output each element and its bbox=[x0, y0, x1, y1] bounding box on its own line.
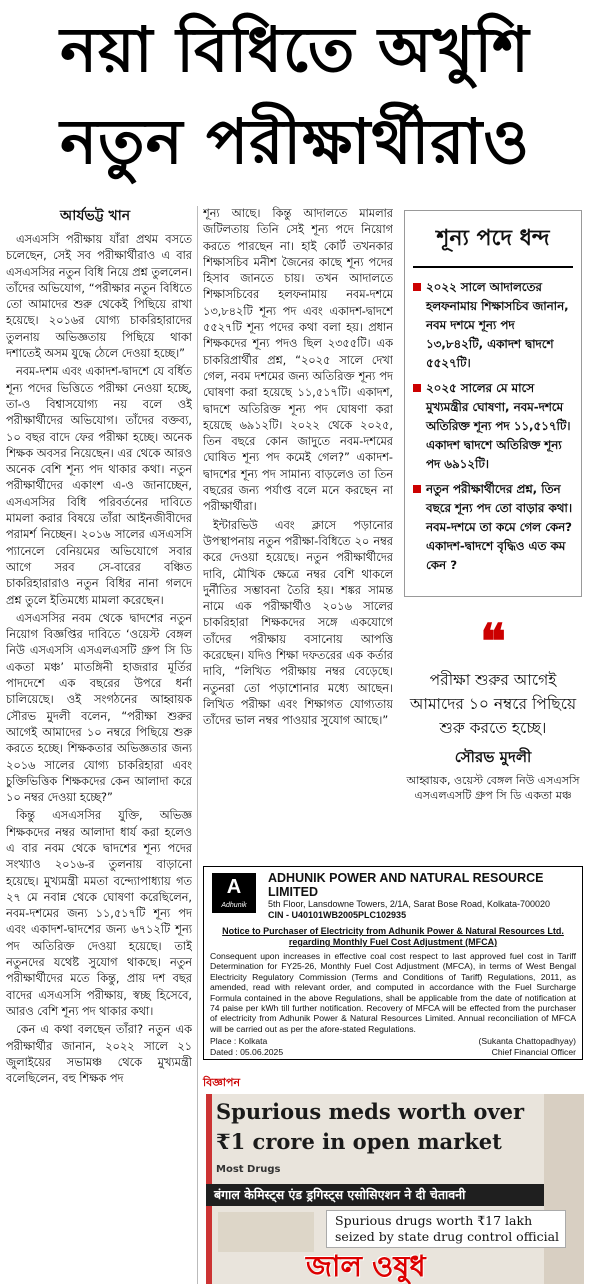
paragraph: এসএসসির নবম থেকে দ্বাদশের নতুন নিয়োগ বিজ্ঞপ্তির দাবিতে ‘ওয়েস্ট বেঙ্গল নিউ এসএসসি এসএলএসটি গ্রুপ সি ডি একতা মঞ্চ’ মাতঙ্গিনী হাজরার মূর্তির পাদদেশে এক বছরের উপরে ধর্না চালিয়েছে। ওই সংগঠনের আহ্বায়ক সৌরভ মুদলী বলেন, “পরীক্ষা শুরুর আগেই আমাদের ১০ নম্বরে পিছিয়ে শুরু করতে হচ্ছে। শিক্ষকতার অভিজ্ঞতার জন্য ২০১৬ সালের যোগ্য চাকরিহারা এবং চুক্তিভিত্তিক শিক্ষকদের কেন আলাদা করে ১০ নম্বর দেওয়া হচ্ছে?” bbox=[6, 611, 192, 805]
paragraph: এসএসসি পরীক্ষায় যাঁরা প্রথম বসতে চলেছেন, সেই সব পরীক্ষার্থীরাও এ বার এসএসসির নতুন বিধি নিয়ে প্রশ্ন তুললেন। তাঁদের অভিযোগ, “পরীক্ষার নতুন বিধিতে তো আমাদের শুরু থেকেই পিছিয়ে রাখা হয়েছে। ২০১৬র যোগ্য চাকরিহারাদের তুলনায় অভিজ্ঞতায় পিছিয়ে থাকা দশাতেই অসম যুদ্ধে ঠেলে দেওয়া হচ্ছে।” bbox=[6, 233, 192, 361]
ad-cin: CIN - U40101WB2005PLC102935 bbox=[268, 910, 407, 920]
ad-body: Consequent upon increases in effective coal cost respect to last approved fuel cost in Tariff Determination for FY25-26, Monthly Fuel Cost Adjustment (MFCA), in terms of West Bengal Electricity Regulatory Commission (Terms and Conditions of Tariff) Regulations, 2011, as amended, read with relevant order, and computed in accordance with the Fuel Surcharge Formula contained in the above Regulations, shall be applicable from the date of notification at 74 paise per kWh till further notification. Recovery of MFCA will be effected from the purchaser of electricity from Adhunik Power & Natural Resources Limited. Annual reconciliation of MFCA will be carried out as per the afore-stated Regulations. bbox=[210, 951, 576, 1034]
ad-notice-title: Notice to Purchaser of Electricity from Adhunik Power & Natural Resources Ltd. regarding Monthly Fuel Cost Adjustment (MFCA) bbox=[222, 926, 564, 947]
photo-box-line-1: Spurious drugs worth ₹17 lakh bbox=[335, 1213, 533, 1228]
quote-text: পরীক্ষা শুরুর আগেই আমাদের ১০ নম্বরে পিছিয়ে শুরু করতে হচ্ছে। bbox=[409, 671, 577, 737]
sidebar-item-text: ২০২২ সালে আদালতের হলফনামায় শিক্ষাসচিব জানান, নবম দশমে শূন্য পদ ১৩,৮৪২টি, একাদশ দ্বাদশে ৫৫২৭টি। bbox=[426, 280, 569, 370]
sidebar-item bbox=[413, 379, 573, 474]
quote-name: সৌরভ মুদলী bbox=[454, 748, 532, 766]
advertisement-notice bbox=[203, 866, 583, 1060]
paragraph: নবম-দশম এবং একাদশ-দ্বাদশে যে বর্ধিত শূন্য পদের ভিত্তিতে পরীক্ষা নেওয়া হচ্ছে, তা-ও বিশ্বাসযোগ্য নয় বলে ওই পরীক্ষার্থীদের অভিযোগ। তাঁদের বক্তব্য, ১০ বছর বাদে ফের পরীক্ষা হচ্ছে। অনেক শিক্ষক অবসর নিয়েছেন। এর থেকে আরও অনেক বেশি শূন্য পদ থাকার কথা। নতুন পরীক্ষার্থীদের একাংশ এ-ও জানাচ্ছেন, এসএসসির বিধি পরিবর্তনের দাবিতে মামলা করার বিষয়ে তাঁরা আইনজীবীদের পরামর্শ নিচ্ছেন। ২০১৬ সালের এসএসসি প্যানেলে বেনিয়মের অভিযোগে সবার আগে সরব সে-বারের বঞ্চিত চাকরিহারারাও নতুন বিধির নানা গলদে প্রশ্ন তুলে ইতিমধ্যে মামলা করেছেন। bbox=[6, 365, 192, 607]
sidebar-item-text: নতুন পরীক্ষার্থীদের প্রশ্ন, তিন বছরে শূন্য পদ তো বাড়ার কথা। নবম-দশমে তা কমে গেল কেন? একাদশ-দ্বাদশে বৃদ্ধিও এত কম কেন ? bbox=[426, 482, 573, 572]
pull-quote bbox=[404, 614, 582, 803]
ad-place: Place : Kolkata bbox=[210, 1036, 268, 1047]
byline: আর্যভট্ট খান bbox=[60, 208, 131, 224]
sidebar-box bbox=[404, 210, 582, 597]
photo-clipping-box bbox=[326, 1210, 566, 1248]
ad-address: 5th Floor, Lansdowne Towers, 2/1A, Sarat Bose Road, Kolkata-700020 bbox=[268, 899, 551, 909]
sidebar-item bbox=[413, 480, 573, 575]
photo-box-line-2: seized by state drug control official bbox=[335, 1229, 560, 1244]
quote-role: আহ্বায়ক, ওয়েস্ট বেঙ্গল নিউ এসএসসি এসএলএসটি গ্রুপ সি ডি একতা মঞ্চ bbox=[406, 774, 580, 802]
paragraph: কিন্তু এসএসসির যুক্তি, অভিজ্ঞ শিক্ষকদের নম্বর আলাদা ধার্য করা হলেও এ বার নবম থেকে দ্বাদশের শূন্য পদের সংখ্যাও ২০১৬-র তুলনায় বাড়ানো হয়েছে। মুখ্যমন্ত্রী মমতা বন্দ্যোপাধ্যায় গত ২৭ মে নবান্ন থেকে ঘোষণা করেছিলেন, নবম-দশমের জন্য ১১,৫১৭টি শূন্য পদ এবং একাদশ-দ্বাদশের জন্য ৬৭১২টি শূন্য পদ অতিরিক্ত দেওয়া হয়েছে। তাই নতুনদের যথেষ্ট সুযোগ থাকছে। নতুন পরীক্ষার্থীদের মতে কিন্তু, প্রায় দশ বছর বাদের এসএসসি পরীক্ষায়, স্বচ্ছ হিসেবে, আরও বেশি শূন্য পদ থাকার কথা। bbox=[6, 809, 192, 1018]
news-photo bbox=[206, 1094, 584, 1284]
photo-small-text: Most Drugs bbox=[216, 1164, 281, 1175]
photo-big-caption: জাল ওষুধ bbox=[306, 1249, 426, 1283]
photo-edge-right bbox=[544, 1094, 584, 1284]
square-bullet-icon bbox=[413, 384, 421, 392]
advert-label: বিজ্ঞাপন bbox=[203, 1076, 241, 1089]
quote-mark-icon: ❝ bbox=[480, 614, 506, 670]
ad-date: Dated : 05.06.2025 bbox=[210, 1046, 284, 1057]
photo-headline-2: ₹1 crore in open market bbox=[216, 1129, 502, 1154]
ad-signatory: (Sukanta Chattopadhyay) bbox=[478, 1036, 576, 1047]
logo-name: Adhunik bbox=[221, 902, 247, 909]
headline-line1: নয়া বিধিতে অখুশি bbox=[60, 13, 530, 86]
ad-footer bbox=[210, 1036, 576, 1057]
paragraph: কেন এ কথা বলছেন তাঁরা? নতুন এক পরীক্ষার্থীর জানান, ২০২২ সালে ২১ জুলাইয়ের সভামঞ্চ থেকে মুখ্যমন্ত্রী বলেছিলেন, বহু শিক্ষক পদ bbox=[6, 1023, 192, 1086]
square-bullet-icon bbox=[413, 283, 421, 291]
sidebar-item-text: ২০২৫ সালের মে মাসে মুখ্যমন্ত্রীর ঘোষণা, নবম-দশমে অতিরিক্ত শূন্য পদ ১১,৫১৭টি। একাদশ দ্বাদশে অতিরিক্ত শূন্য পদ ৬৯১২টি। bbox=[426, 381, 571, 471]
paragraph: ইন্টারভিউ এবং ক্লাসে পড়ানোর উপস্থাপনায় নতুন পরীক্ষা-বিধিতে ২০ নম্বর করে দেওয়া হয়েছে। নতুন পরীক্ষার্থীদের দাবি, মৌখিক ক্ষেত্রে নম্বর বেশি থাকলে দুর্নীতির সম্ভাবনা তৈরি হয়। শঙ্কর সামন্ত নামে এক পরীক্ষার্থীও ২০১৬ সালের চাকরিহারা শিক্ষকদের সঙ্গে একযোগে তাঁদের পরীক্ষায় বসানোয় আপত্তি করেছেন। যদিও শিক্ষা দফতরের এক কর্তার দাবি, “লিখিত পরীক্ষায় নম্বর বেড়েছে। নতুনরা তো পড়াশোনার মধ্যে আছেন। লিখিত পরীক্ষা এবং শিক্ষাগত যোগ্যতায় তাঁদের ভাল নম্বর পাওয়ার সুযোগ আছে।” bbox=[203, 518, 393, 728]
headline-line2: নতুন পরীক্ষার্থীরাও bbox=[60, 105, 530, 178]
headline bbox=[0, 4, 590, 188]
photo-clipping bbox=[218, 1212, 314, 1252]
column-divider bbox=[197, 206, 198, 1284]
square-bullet-icon bbox=[413, 485, 421, 493]
article-column-2 bbox=[203, 206, 393, 824]
photo-headline-1: Spurious meds worth over bbox=[216, 1099, 525, 1124]
company-logo bbox=[212, 873, 256, 913]
sidebar-title: শূন্য পদে ধন্দ bbox=[413, 217, 573, 268]
ad-designation: Chief Financial Officer bbox=[491, 1046, 576, 1057]
ad-company: ADHUNIK POWER AND NATURAL RESOURCE LIMITED bbox=[268, 871, 544, 899]
logo-mark-icon: A bbox=[226, 876, 242, 898]
photo-hindi-strip: बंगाल केमिस्ट्स एंड ड्रगिस्ट्स एसोसिएशन ने दी चेतावनी bbox=[206, 1184, 544, 1206]
paragraph: শূন্য আছে। কিন্তু আদালতে মামলার জটিলতায় তিনি সেই শূন্য পদে নিয়োগ করতে পারছেন না। হাই কোর্ট তখনকার শিক্ষাসচিব মনীশ জৈনের কাছে শূন্য পদের হিসাব জানতে চায়। তখন আদালতে শিক্ষাসচিবের হলফনামায় নবম-দশমে ১৩,৮৪২টি শূন্য পদ এবং একাদশ-দ্বাদশে ৫৫২৭টি শূন্য পদের কথা বলা হয়। প্রধান শিক্ষকদের শূন্য পদও ছিল ২৩৫৫টি। এক চাকরিপ্রার্থীর প্রশ্ন, “২০২৫ সালে দেখা গেল, নবম দশমের জন্য অতিরিক্ত শূন্য পদ ঘোষণা করা হয়েছে ১১,৫১৭টি। একাদশ, দ্বাদশে অতিরিক্ত শূন্য পদ ঘোষণা করা হয়েছে ৬৯১২টি। ২০২২ থেকে ২০২৫, তিন বছরে কোন জাদুতে নবম-দশমের ঘোষিত শূন্য পদ কমেই গেল?” একাদশ-দ্বাদশের শূন্য পদ সামান্য বাড়লেও তা তিন বছরের জন্য পর্যাপ্ত বলে মনে করছেন না পরীক্ষার্থীরা। bbox=[203, 207, 393, 514]
sidebar-item bbox=[413, 278, 573, 373]
article-column-1 bbox=[6, 232, 192, 1284]
